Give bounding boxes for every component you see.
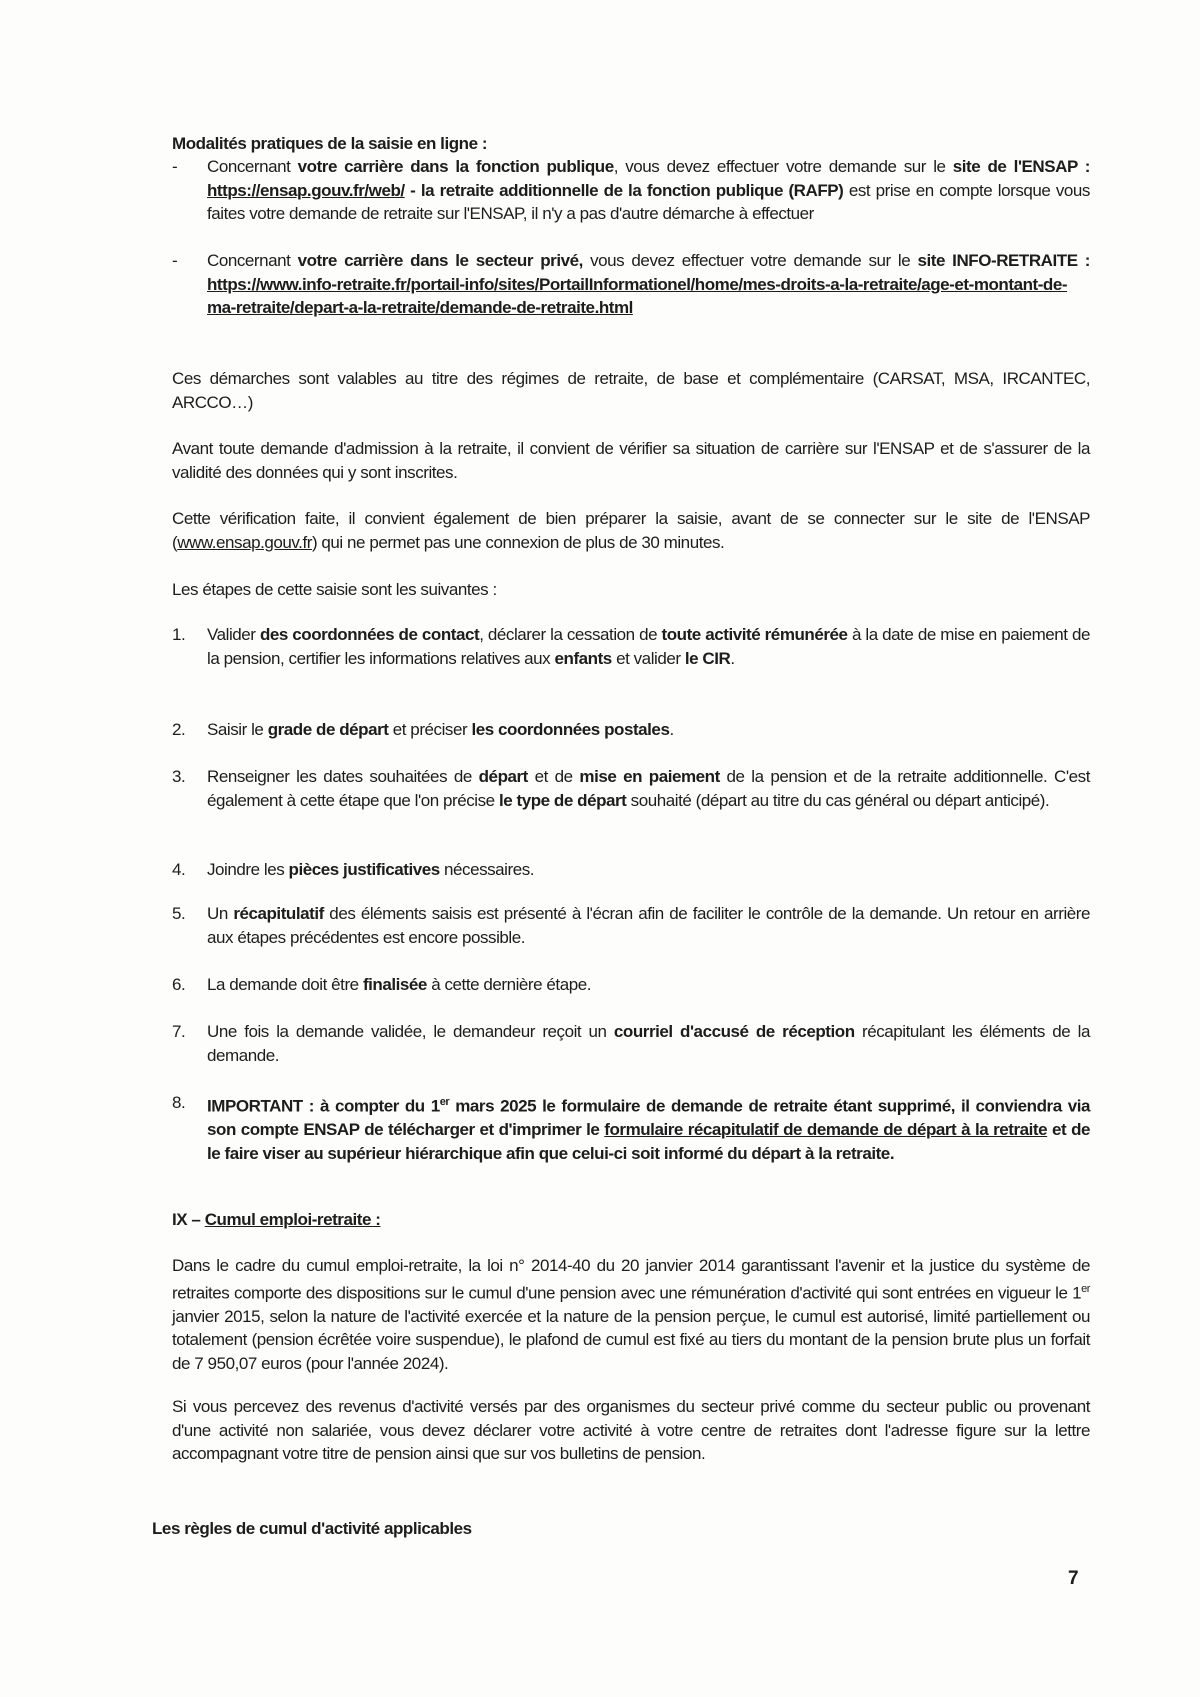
text-run: votre carrière dans la fonction publique [297, 157, 614, 176]
text-run: récapitulatif [233, 904, 324, 923]
text-run: est prise en compte lorsque vous faites votre demande de retraite sur l'ENSAP, il n'y a pas d'autre démarche à effectuer [207, 180, 1090, 223]
paragraph-etapes [172, 578, 1090, 602]
text-run: souhaité (départ au titre du cas général ou départ anticipé). [626, 790, 1050, 810]
text-run: Joindre les [207, 860, 289, 879]
text-run: enfants [554, 648, 612, 668]
text-run: grade de départ [267, 720, 389, 739]
text-run: er [439, 1096, 450, 1108]
text-run: des coordonnées de contact [259, 625, 480, 644]
text-run: les coordonnées postales [471, 720, 670, 739]
list-item-text [207, 858, 1090, 882]
list-marker: 5. [172, 904, 186, 923]
paragraph-regimes [172, 367, 1090, 414]
link-text[interactable]: www.ensap.gouv.fr [177, 532, 312, 552]
list-item-text [207, 623, 1090, 670]
text-run: Saisir le [207, 720, 268, 739]
list-item-text [207, 973, 1090, 997]
text-run: Si vous percevez des revenus d'activité versés par des organismes du secteur privé comme du secteur public ou provenant d'une activité non salariée, vous devez déclarer votre activité à votre centre de retraites dont l'adresse figure sur la lettre accompagnant votre titre de pension ainsi que sur vos bulletins de pension. [172, 1397, 1090, 1463]
text-run: nécessaires. [439, 860, 535, 879]
list-marker: - [172, 157, 178, 176]
bullet-info-retraite [172, 249, 1090, 320]
text-run: Ces démarches sont valables au titre des régimes de retraite, de base et complémentaire (CARSAT, MSA, IRCANTEC, ARCCO…) [172, 369, 1090, 412]
list-item-text [207, 765, 1090, 812]
section-ix-heading [172, 1208, 1090, 1232]
text-run: Concernant [207, 251, 298, 270]
text-run: ) qui ne permet pas une connexion de plus de 30 minutes. [311, 532, 725, 552]
text-run: finalisée [362, 975, 427, 994]
text-run: le type de départ [498, 790, 627, 810]
step-5 [172, 902, 1090, 949]
paragraph-cumul-loi [172, 1254, 1090, 1375]
list-item-text [207, 1091, 1090, 1165]
section-number: IX – [172, 1210, 205, 1229]
step-8 [172, 1091, 1090, 1165]
list-item-text [207, 902, 1090, 949]
section-title: Cumul emploi-retraite : [204, 1210, 381, 1229]
step-2 [172, 718, 1090, 742]
text-run: vous devez effectuer votre demande sur le [582, 251, 918, 270]
step-4 [172, 858, 1090, 882]
list-marker: 4. [172, 860, 186, 879]
section-heading [172, 132, 1090, 156]
paragraph-verification [172, 437, 1090, 484]
text-run: et de le faire viser au supérieur hiérarchique afin que celui-ci soit informé du départ à la retraite. [207, 1120, 1091, 1163]
list-marker: 7. [172, 1022, 186, 1041]
text-run: de la pension et de la retraite additionnelle. C'est également à cette étape que l'on précise [207, 767, 1091, 810]
list-item-text [207, 1020, 1090, 1067]
text-run: des éléments saisis est présenté à l'écran afin de faciliter le contrôle de la demande. Un retour en arrière aux étapes précédentes est encore possible. [207, 904, 1090, 947]
list-marker: - [172, 251, 178, 270]
text-run: et de [527, 767, 580, 786]
text-run: , vous devez effectuer votre demande sur le [613, 157, 953, 176]
paragraph-cumul-declaration [172, 1395, 1090, 1466]
link-text[interactable]: https://ensap.gouv.fr/web/ [207, 180, 405, 200]
text-run: Une fois la demande validée, le demandeur reçoit un [207, 1022, 614, 1041]
text-run: er [1081, 1282, 1090, 1295]
text-run: . [730, 648, 735, 668]
text-run: Concernant [207, 157, 298, 176]
text-run: IMPORTANT : à compter du 1 [207, 1096, 440, 1116]
text-run: à cette dernière étape. [426, 975, 591, 994]
text-run: toute activité rémunérée [661, 625, 848, 644]
link-text[interactable]: https://www.info-retraite.fr/portail-info/sites/PortailInformationel/home/mes-droits-a-la-retraite/age-et-montant-de-ma-retraite/depart-a-la-retraite/demande-de-retraite.html [207, 274, 1068, 317]
list-item-text [207, 249, 1090, 320]
text-run: - la retraite additionnelle de la fonction publique (RAFP) [404, 180, 844, 200]
text-run: courriel d'accusé de réception [613, 1022, 855, 1041]
text-run: pièces justificatives [288, 860, 440, 879]
bullet-ensap [172, 155, 1090, 226]
step-3 [172, 765, 1090, 812]
subheading-regles-cumul [152, 1517, 1070, 1541]
text-run: Cette vérification faite, il convient également de bien préparer la saisie, avant de se connecter sur le site de l'ENSAP ( [172, 509, 1090, 552]
text-run: Dans le cadre du cumul emploi-retraite, la loi n° 2014-40 du 20 janvier 2014 garantissant l'avenir et la justice du système de retraites comporte des dispositions sur le cumul d'une pension avec une rémunération d'activité qui sont entrées en vigueur le 1 [172, 1256, 1090, 1303]
text-run: et préciser [388, 720, 472, 739]
list-marker: 8. [172, 1093, 186, 1112]
text-run: Renseigner les dates souhaitées de [207, 767, 479, 786]
text-run: récapitulant les éléments de la demande. [207, 1022, 1091, 1065]
text-run: mise en paiement [579, 767, 720, 786]
text-run: janvier 2015, selon la nature de l'activité exercée et la nature de la pension perçue, le cumul est autorisé, limité partiellement ou totalement (pension écrêtée voire suspendue), le plafond de cumul est fixé au tiers du montant de la pension brute plus un forfait de 7 950,07 euros (pour l'année 2024). [172, 1306, 1090, 1373]
text-run: site de l'ENSAP : [952, 157, 1090, 176]
step-6 [172, 973, 1090, 997]
step-7 [172, 1020, 1090, 1067]
list-marker: 3. [172, 767, 186, 786]
page-number: 7 [1068, 1568, 1079, 1589]
link-text[interactable]: formulaire récapitulatif de demande de départ à la retraite [604, 1120, 1048, 1140]
text-run: Valider [207, 625, 260, 644]
step-1 [172, 623, 1090, 670]
text-run: mars 2025 le formulaire de demande de retraite étant supprimé, il conviendra via son compte ENSAP de télécharger et d'imprimer le [207, 1096, 1090, 1140]
heading-text: Modalités pratiques de la saisie en ligne : [172, 134, 488, 153]
text-run: , déclarer la cessation de [479, 625, 662, 644]
subheading-text: Les règles de cumul d'activité applicables [152, 1519, 472, 1538]
paragraph-preparation [172, 507, 1090, 554]
text-run: Les étapes de cette saisie sont les suivantes : [172, 580, 497, 599]
text-run: . [669, 720, 674, 739]
text-run: départ [478, 767, 528, 786]
text-run: La demande doit être [207, 975, 363, 994]
list-marker: 6. [172, 975, 186, 994]
list-item-text [207, 155, 1090, 226]
text-run: Un [207, 904, 234, 923]
text-run: Avant toute demande d'admission à la retraite, il convient de vérifier sa situation de carrière sur l'ENSAP et de s'assurer de la validité des données qui y sont inscrites. [172, 439, 1090, 482]
text-run: le CIR [684, 648, 731, 668]
list-item-text [207, 718, 1090, 742]
text-run: site INFO-RETRAITE : [917, 251, 1091, 270]
text-run: et valider [611, 648, 685, 668]
list-marker: 2. [172, 720, 186, 739]
list-marker: 1. [172, 625, 186, 644]
text-run: à la date de mise en paiement de la pension, certifier les informations relatives aux [207, 625, 1090, 668]
text-run: votre carrière dans le secteur privé, [297, 251, 583, 270]
